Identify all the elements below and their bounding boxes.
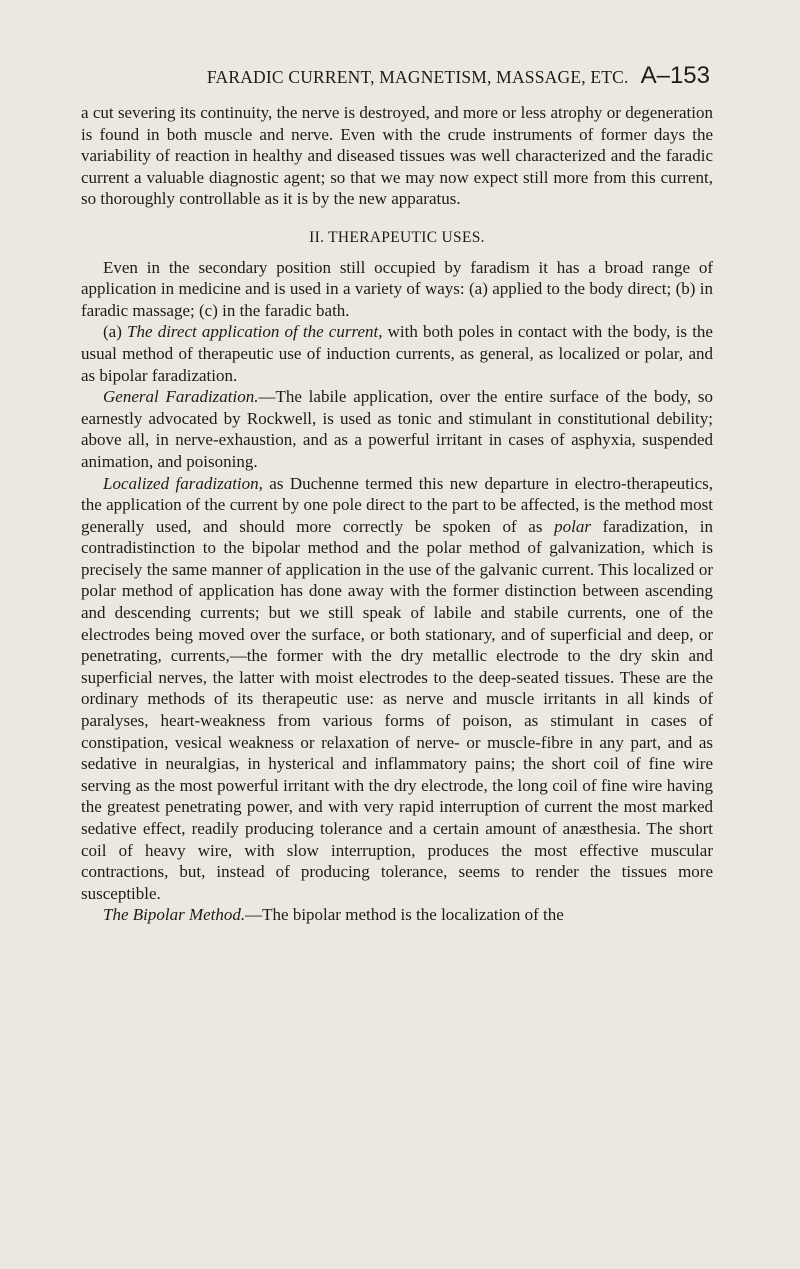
paragraph-text: —The bipolar method is the localization of the: [245, 905, 564, 925]
paragraph-continuation: a cut severing its continuity, the nerve is destroyed, and more or less atrophy or degeneration is found in both muscle and nerve. Even with the crude instruments of former days the variability of reaction in healthy and diseased tissues was well characterized and the faradic current a valuable diagnostic agent; so that we may now expect still more from this current, so thoroughly controllable as it is by the new apparatus.: [81, 103, 713, 209]
paragraph-text: , with both poles in contact with the body, is the usual method of therapeutic use of induction currents, as general, as localized or polar, and as bipolar faradization.: [81, 322, 713, 385]
list-marker: (a): [103, 322, 128, 342]
running-title: FARADIC CURRENT, MAGNETISM, MASSAGE, ETC.: [206, 67, 629, 87]
paragraph-text: —The labile application, over the entire surface of the body, so earnestly advocated by Rockwell, is used as tonic and stimulant in constitutional debility; above all, in nerve-exhaustion, and as a powerful irritant in cases of asphyxia, suspended animation, and poisoning.: [81, 387, 713, 471]
italic-term: The direct application of the current: [127, 322, 379, 342]
paragraph-general-faradization: [81, 386, 713, 472]
paragraph-localized-faradization: [81, 473, 713, 905]
subheading: Localized faradization: [103, 473, 259, 493]
subheading: The Bipolar Method.: [103, 905, 246, 925]
paragraph-direct-application: [81, 321, 713, 386]
italic-term: polar: [554, 516, 591, 536]
body-text: [81, 102, 713, 926]
paragraph-bipolar-method: [81, 904, 713, 926]
paragraph-text: faradization, in contradistinction to the bipolar method and the polar method of galvanization, which is precisely the same manner of application in the use of the galvanic current. This localized or polar method of application has done away with the former distinction between ascending and descending currents; but we still speak of labile and stabile currents, one of the electrodes being moved over the surface, or both stationary, and of superficial and deep, or penetrating, currents,—the former with the dry metallic electrode to the dry skin and superficial nerves, the latter with moist electrodes to the deep-seated tissues. These are the ordinary methods of its therapeutic use: as nerve and muscle irritants in all kinds of paralyses, heart-weakness from various forms of poison, as stimulant in cases of constipation, vesical weakness or relaxation of nerve- or muscle-fibre in any part, and as sedative in neuralgias, in hysterical and inflammatory pains; the short coil of fine wire serving as the most powerful irritant with the dry electrode, the long coil of fine wire having the greatest penetrating power, and with very rapid interruption of current the most marked sedative effect, readily producing tolerance and a certain amount of anæsthesia. The short coil of heavy wire, with slow interruption, produces the most effective muscular contractions, but, instead of producing tolerance, seems to render the tissues more susceptible.: [81, 516, 713, 903]
section-heading: II. THERAPEUTIC USES.: [309, 228, 485, 246]
running-header: [0, 62, 710, 90]
paragraph-text: , as Duchenne termed this new departure in electro-therapeutics, the application of the current by one pole direct to the part to be affected, is the method most generally used, and should more correctly be spoken of as: [81, 473, 713, 536]
subheading: General Faradization.: [103, 387, 259, 407]
paragraph-intro: Even in the secondary position still occupied by faradism it has a broad range of application in medicine and is used in a variety of ways: (a) applied to the body direct; (b) in faradic massage; (c) in the faradic bath.: [81, 257, 713, 320]
page-number: A–153: [640, 62, 710, 89]
